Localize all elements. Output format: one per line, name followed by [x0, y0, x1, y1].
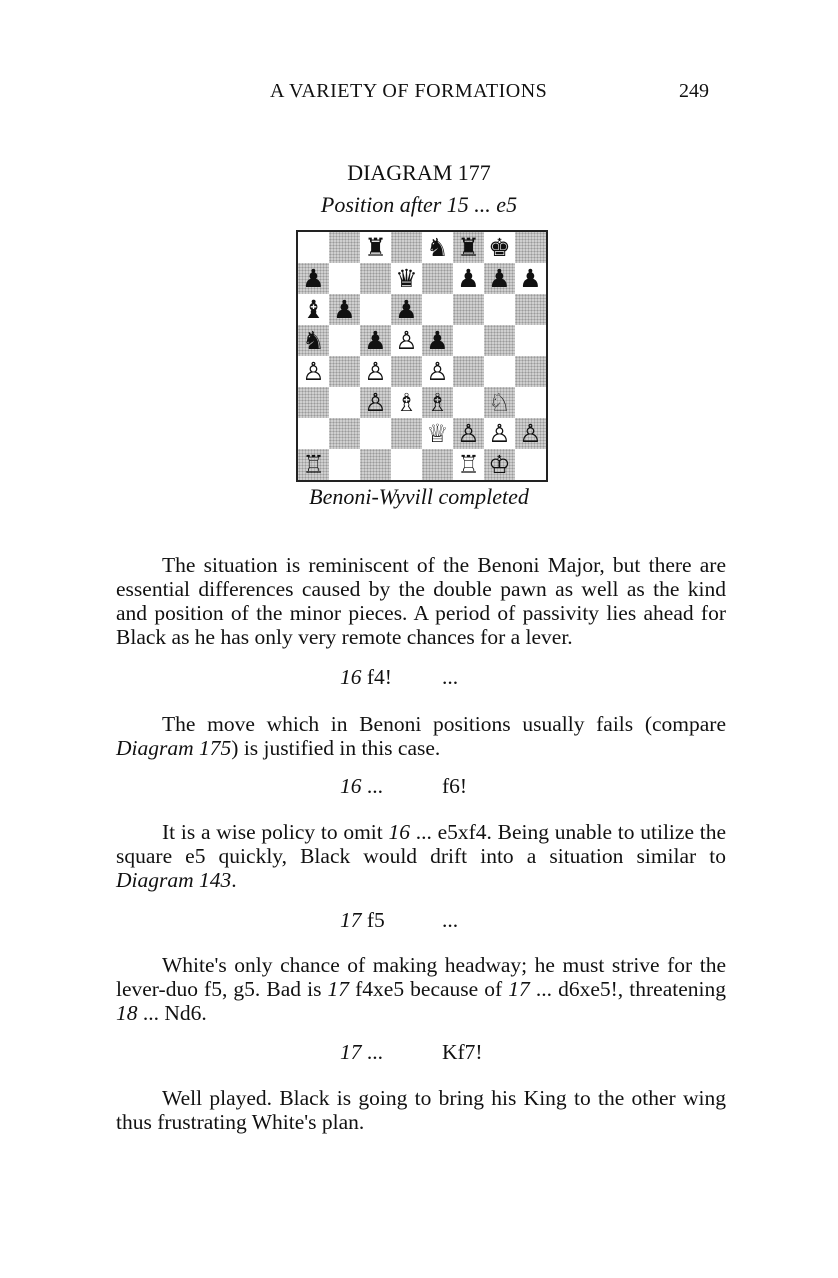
board-square	[422, 356, 453, 387]
board-square	[484, 232, 515, 263]
chess-piece: ♚	[488, 233, 511, 262]
paragraph-1: The situation is reminiscent of the Benoni Major, but there are essential differences caused by the double pawn as well as the kind and position of the minor pieces. A period of passivity lies ahead for Black as he has only very remote chances for a lever.	[116, 553, 726, 649]
chess-piece: ♙	[488, 419, 511, 448]
board-square	[329, 263, 360, 294]
diagram-title: DIAGRAM 177	[347, 160, 491, 185]
chess-piece: ♟	[426, 326, 449, 355]
board-square	[298, 449, 329, 480]
board-square	[453, 263, 484, 294]
board-square	[298, 387, 329, 418]
text: White's only chance of making headway; he must strive for the lever-duo f5, g5. Bad is	[116, 953, 726, 1001]
board-square	[329, 449, 360, 480]
board-square	[329, 418, 360, 449]
board-square	[298, 263, 329, 294]
running-head	[0, 80, 838, 108]
running-title: A VARIETY OF FORMATIONS	[270, 80, 548, 102]
chess-piece: ♖	[302, 450, 325, 479]
paragraph-3	[116, 820, 726, 892]
move-reply: f6!	[442, 774, 468, 798]
chess-piece: ♟	[457, 264, 480, 293]
board-square	[484, 418, 515, 449]
board-square	[298, 418, 329, 449]
move-16-black	[340, 774, 468, 802]
board-square	[484, 325, 515, 356]
board-square	[360, 294, 391, 325]
board-square	[453, 418, 484, 449]
chess-piece: ♖	[457, 450, 480, 479]
chess-board	[296, 230, 548, 482]
text: ... d6xe5!, threatening	[529, 977, 726, 1001]
move-number: 16	[388, 820, 410, 844]
diagram-subtitle: Position after 15 ... e5	[320, 192, 518, 217]
chess-piece: ♜	[457, 233, 480, 262]
move-reply: ...	[442, 908, 459, 932]
chess-piece: ♝	[302, 295, 325, 324]
board-square	[484, 449, 515, 480]
board-square	[453, 387, 484, 418]
board-square	[298, 232, 329, 263]
board-square	[391, 449, 422, 480]
board-square	[329, 356, 360, 387]
move-text: f5	[366, 908, 385, 932]
move-dots: ...	[366, 1040, 383, 1064]
chess-piece: ♟	[519, 264, 542, 293]
board-square	[515, 387, 546, 418]
board-square	[298, 356, 329, 387]
chess-piece: ♙	[457, 419, 480, 448]
board-square	[484, 263, 515, 294]
board-square	[515, 356, 546, 387]
text: The move which in Benoni positions usually fails (compare	[162, 712, 726, 736]
move-number: 16	[340, 774, 362, 798]
board-square	[515, 232, 546, 263]
move-reply: Kf7!	[442, 1040, 483, 1064]
chess-piece: ♟	[302, 264, 325, 293]
move-16-white	[340, 665, 459, 693]
board-square	[391, 294, 422, 325]
chess-piece: ♙	[364, 388, 387, 417]
chess-piece: ♙	[364, 357, 387, 386]
chess-piece: ♙	[302, 357, 325, 386]
diagram-reference: Diagram 175	[116, 736, 232, 760]
chess-piece: ♙	[519, 419, 542, 448]
move-number: 17	[340, 1040, 362, 1064]
board-square	[360, 418, 391, 449]
board-square	[422, 449, 453, 480]
chess-piece: ♘	[488, 388, 511, 417]
board-square	[360, 232, 391, 263]
text: ... e5xf4. Being unable to utilize the square e5 quickly, Black would drift into a situation similar to	[116, 820, 726, 868]
chess-piece: ♗	[426, 388, 449, 417]
text: f4xe5 because of	[349, 977, 509, 1001]
board-square	[329, 232, 360, 263]
move-number: 18	[116, 1001, 138, 1025]
text: ) is justified in this case.	[231, 736, 441, 760]
text: It is a wise policy to omit	[162, 820, 389, 844]
board-square	[453, 449, 484, 480]
board-square	[360, 263, 391, 294]
board-square	[422, 325, 453, 356]
board-square	[453, 325, 484, 356]
paragraph-4	[116, 953, 726, 1025]
board-square	[484, 294, 515, 325]
diagram-reference: Diagram 143	[116, 868, 232, 892]
board-square	[515, 449, 546, 480]
chess-piece: ♗	[395, 388, 418, 417]
board-square	[391, 356, 422, 387]
board-square	[360, 325, 391, 356]
chess-piece: ♜	[364, 233, 387, 262]
chess-piece: ♙	[395, 326, 418, 355]
move-number: 16	[340, 665, 362, 689]
chess-piece: ♔	[488, 450, 511, 479]
board-square	[391, 387, 422, 418]
board-square	[329, 294, 360, 325]
board-square	[515, 418, 546, 449]
text: ... Nd6.	[137, 1001, 207, 1025]
chess-piece: ♟	[364, 326, 387, 355]
board-square	[360, 449, 391, 480]
board-square	[484, 387, 515, 418]
board-square	[298, 294, 329, 325]
text: .	[231, 868, 237, 892]
board-square	[453, 294, 484, 325]
board-square	[329, 325, 360, 356]
move-17-black	[340, 1040, 483, 1068]
page-number: 249	[679, 80, 709, 102]
move-number: 17	[340, 908, 362, 932]
move-reply: ...	[442, 665, 459, 689]
chess-piece: ♙	[426, 357, 449, 386]
move-dots: ...	[366, 774, 383, 798]
board-square	[360, 387, 391, 418]
board-square	[484, 356, 515, 387]
diagram-caption: Benoni-Wyvill completed	[309, 484, 529, 509]
chess-piece: ♟	[488, 264, 511, 293]
board-square	[515, 325, 546, 356]
move-number: 17	[508, 977, 530, 1001]
board-square	[391, 418, 422, 449]
board-square	[422, 263, 453, 294]
move-number: 17	[327, 977, 350, 1001]
board-square	[360, 356, 391, 387]
chess-piece: ♟	[395, 295, 418, 324]
board-square	[422, 418, 453, 449]
move-17-white	[340, 908, 459, 936]
board-square	[422, 232, 453, 263]
paragraph-5: Well played. Black is going to bring his King to the other wing thus frustrating White's plan.	[116, 1086, 726, 1134]
board-square	[391, 232, 422, 263]
board-square	[422, 387, 453, 418]
board-square	[298, 325, 329, 356]
board-square	[391, 263, 422, 294]
chess-piece: ♞	[426, 233, 449, 262]
chess-piece: ♟	[333, 295, 356, 324]
chess-piece: ♞	[302, 326, 325, 355]
board-square	[422, 294, 453, 325]
board-square	[453, 232, 484, 263]
board-square	[391, 325, 422, 356]
board-square	[515, 294, 546, 325]
chess-piece: ♛	[395, 264, 418, 293]
board-square	[329, 387, 360, 418]
move-text: f4!	[366, 665, 392, 689]
board-square	[515, 263, 546, 294]
board-square	[453, 356, 484, 387]
paragraph-2	[116, 712, 726, 760]
chess-piece: ♕	[426, 419, 449, 448]
